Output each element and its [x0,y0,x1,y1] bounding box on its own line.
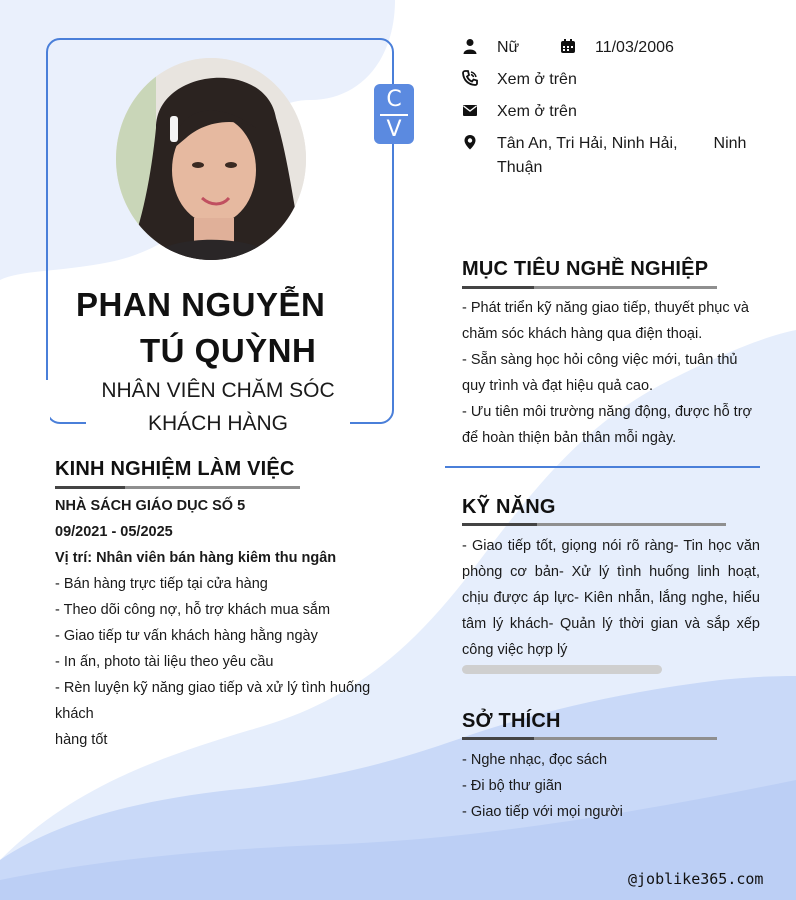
hobbies-heading: SỞ THÍCH [462,710,561,732]
name-line-1: PHAN NGUYỄN [76,286,326,323]
name-line-2: TÚ QUỲNH [140,332,317,369]
hobby-item: - Giao tiếp với mọi người [462,804,623,820]
footer-site: @joblike365.com [628,870,764,888]
address-row [462,132,746,180]
gender-value: Nữ [497,39,520,56]
cv-badge [374,84,414,144]
experience-heading: KINH NGHIỆM LÀM VIỆC [55,458,295,480]
hobbies-rule [462,737,717,740]
cv-badge-v: V [386,117,402,142]
hobby-item: - Nghe nhạc, đọc sách [462,752,608,768]
objective-line: để hoàn thiện bản thân mỗi ngày. [462,430,677,446]
address-line-2: Thuận [497,159,543,176]
job-title-line-2: KHÁCH HÀNG [147,412,289,435]
phone-row [462,68,577,92]
skills-heading: KỸ NĂNG [462,496,556,518]
experience-item: - Giao tiếp tư vấn khách hàng hằng ngày [55,628,318,644]
birthday-value: 11/03/2006 [595,39,674,56]
gender-row [462,36,519,60]
address-line-1b: Ninh [713,135,747,152]
phone-icon [462,68,486,88]
skills-rule [462,523,726,526]
hobby-item: - Đi bộ thư giãn [462,778,562,794]
experience-text [55,493,405,753]
objective-text [462,295,762,451]
birthday-row [560,36,674,60]
objective-line: quy trình và đạt hiệu quả cao. [462,378,654,394]
person-icon [462,36,486,56]
frame-gap-left [40,380,50,420]
calendar-icon [560,36,584,56]
mail-icon [462,100,486,120]
hobbies-text [462,747,762,825]
address-value [497,132,746,180]
work-position: Vị trí: Nhân viên bán hàng kiêm thu ngân [55,550,337,566]
location-icon [462,132,486,152]
objective-line: - Sẵn sàng học hỏi công việc mới, tuân thủ [462,352,738,368]
job-title-line-1: NHÂN VIÊN CHĂM SÓC [101,379,335,402]
address-line-1: Tân An, Tri Hải, Ninh Hải, [497,135,678,152]
experience-rule [55,486,300,489]
company-name: NHÀ SÁCH GIÁO DỤC SỐ 5 [55,498,246,514]
objective-rule [462,286,717,289]
avatar [116,58,306,260]
email-row [462,100,577,124]
section-divider [445,466,760,468]
experience-item: - Bán hàng trực tiếp tại cửa hàng [55,576,268,592]
experience-item: hàng tốt [55,732,108,748]
objective-heading: MỤC TIÊU NGHỀ NGHIỆP [462,258,709,280]
phone-value: Xem ở trên [497,71,577,88]
experience-item: - Rèn luyện kỹ năng giao tiếp và xử lý tình huống khách [55,680,371,722]
work-period: 09/2021 - 05/2025 [55,524,173,540]
email-value: Xem ở trên [497,103,577,120]
full-name [60,282,360,374]
skill-level-bar [462,665,662,674]
experience-item: - Theo dõi công nợ, hỗ trợ khách mua sắm [55,602,331,618]
cv-badge-c: C [386,87,402,112]
experience-item: - In ấn, photo tài liệu theo yêu cầu [55,654,274,670]
objective-line: - Phát triển kỹ năng giao tiếp, thuyết phục và [462,300,749,316]
objective-line: chăm sóc khách hàng qua điện thoại. [462,326,703,342]
skills-text: - Giao tiếp tốt, giọng nói rõ ràng- Tin học văn phòng cơ bản- Xử lý tình huống linh hoạt, chịu được áp lực- Kiên nhẫn, lắng nghe, hiểu tâm lý khách- Quản lý thời gian và sắp xếp công việc hợp lý [462,538,760,658]
objective-line: - Ưu tiên môi trường năng động, được hỗ trợ [462,404,753,420]
job-title [68,374,368,440]
